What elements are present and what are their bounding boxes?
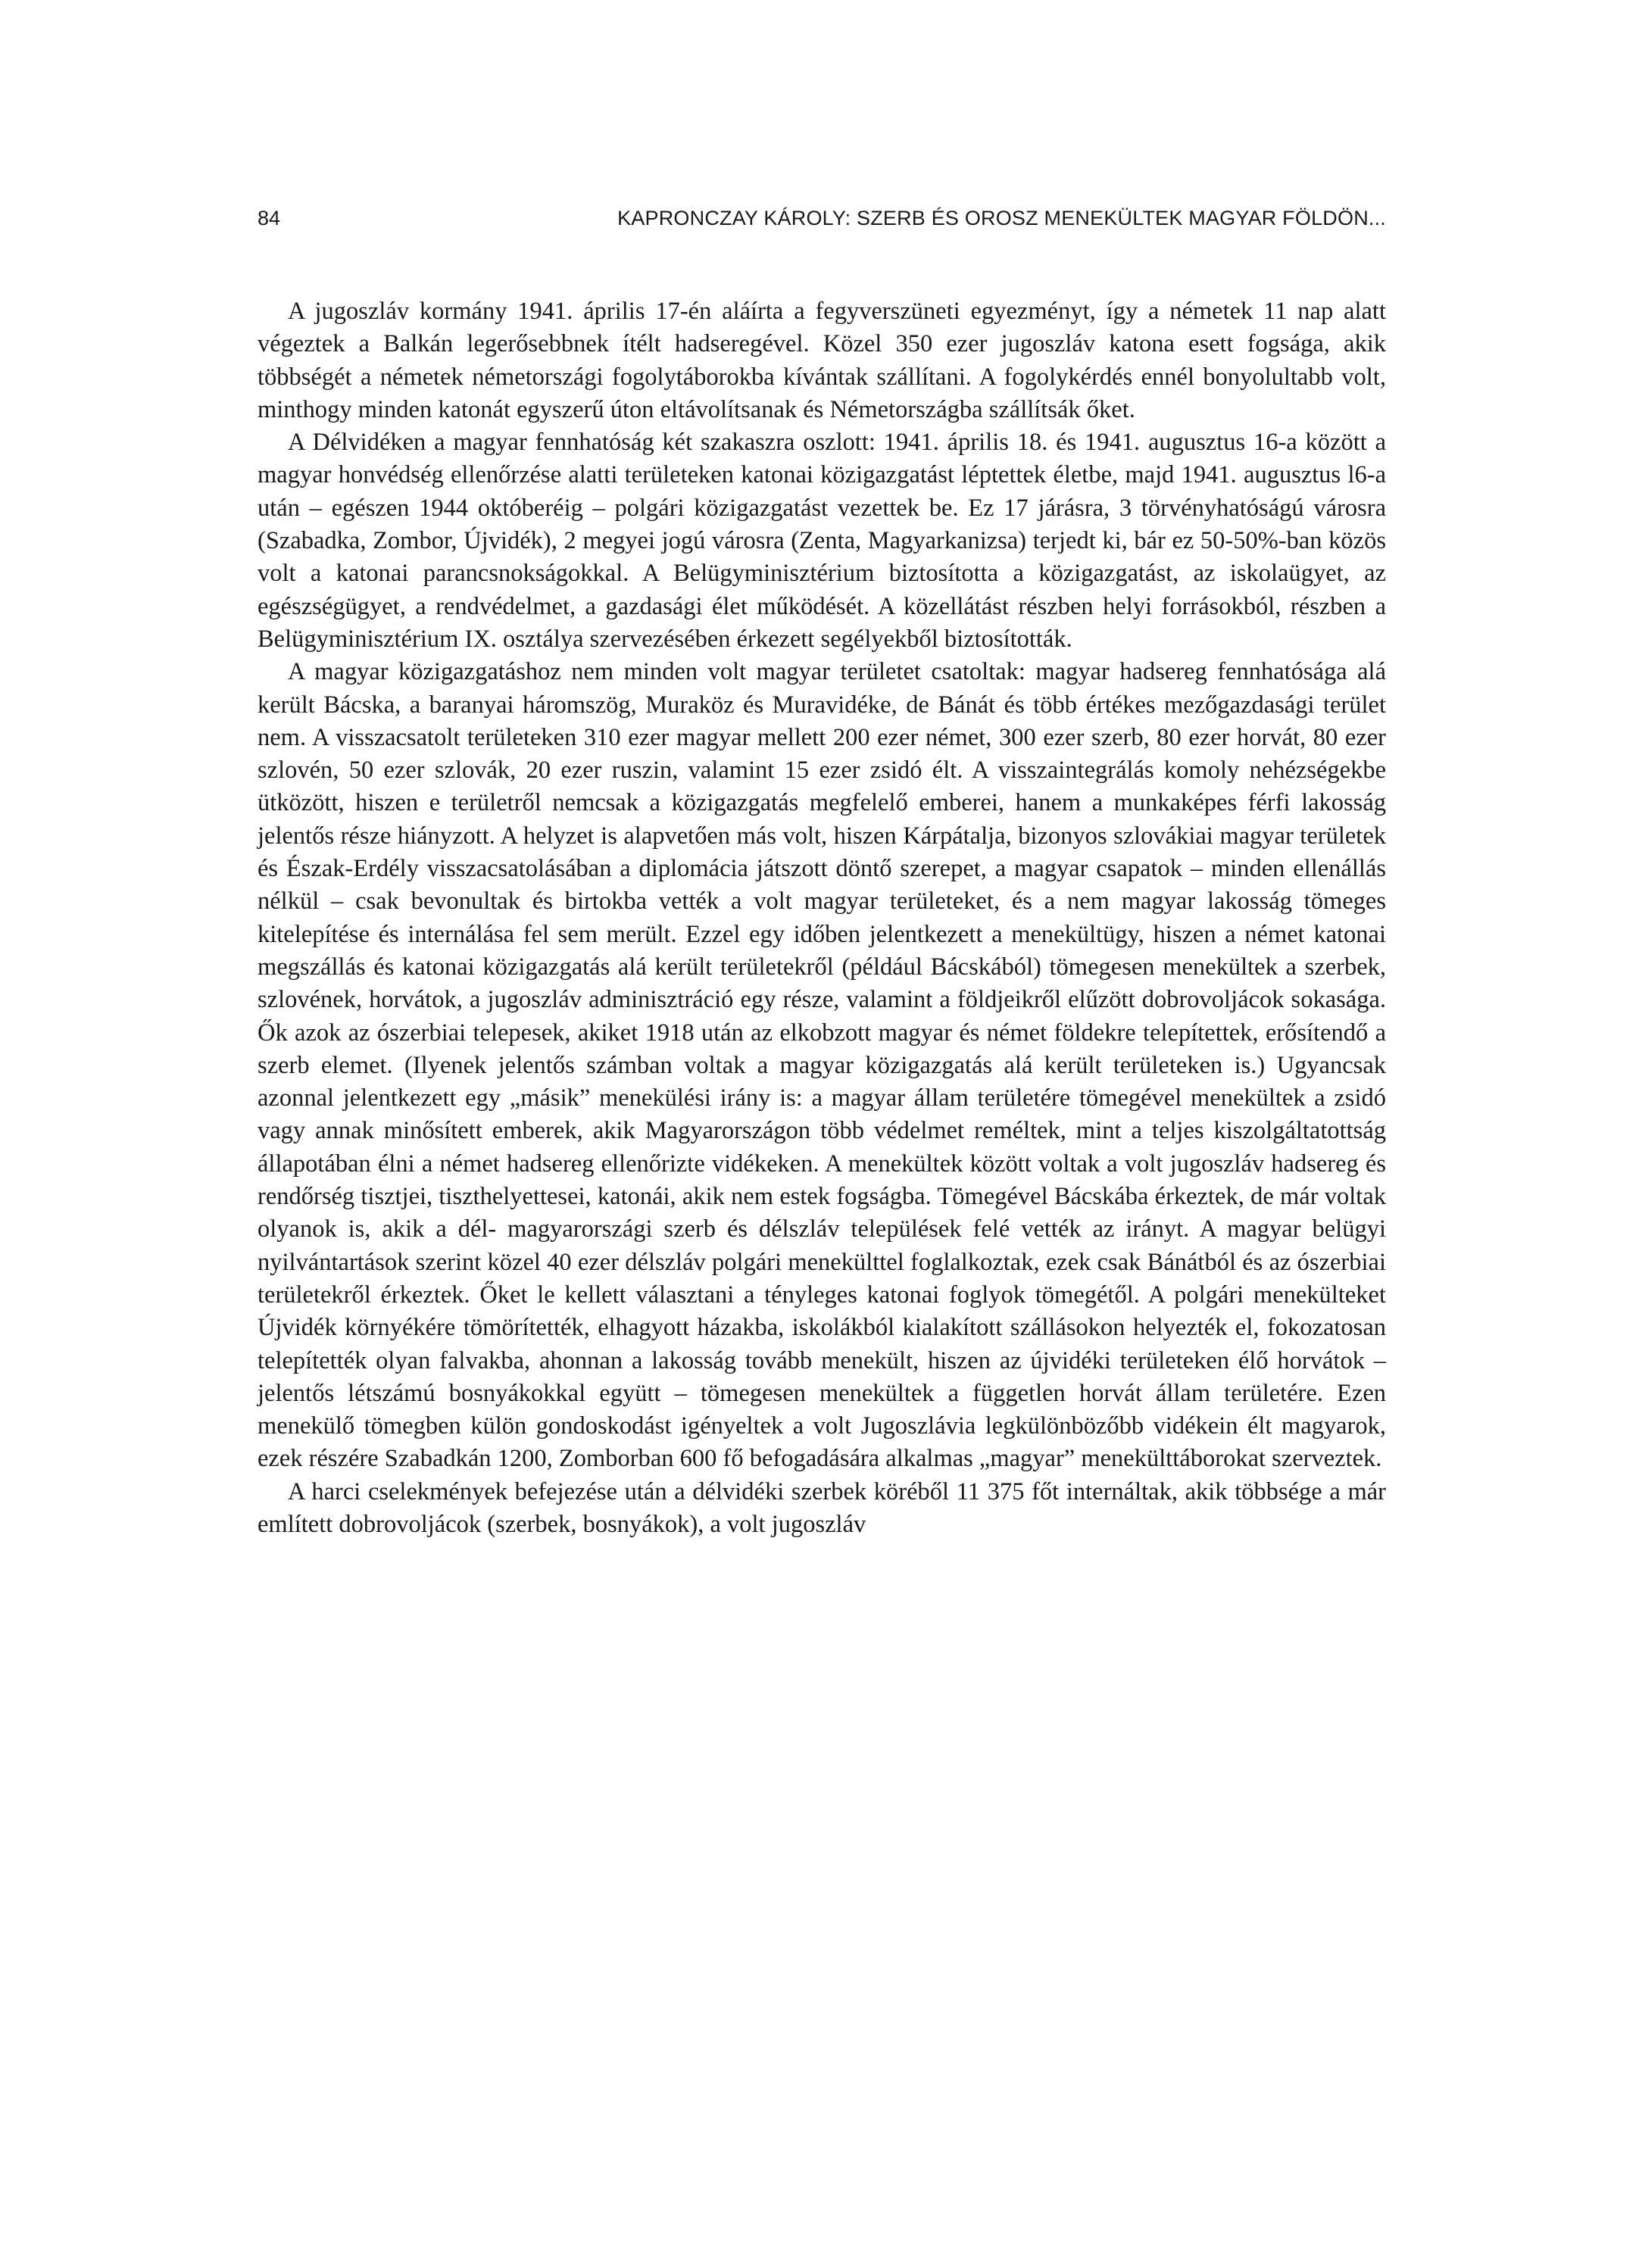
- paragraph: A jugoszláv kormány 1941. április 17-én aláírta a fegyverszüneti egyezményt, így a németek 11 nap alatt végeztek a Balkán legerősebbnek ítélt hadseregével. Közel 350 ezer jugoszláv katona esett fogsága, akik többségét a németek németországi fogolytáborokba kívántak szállítani. A fogolykérdés ennél bonyolultabb volt, minthogy minden katonát egyszerű úton eltávolítsanak és Németországba szállítsák őket.: [258, 298, 1386, 423]
- running-header-title: KAPRONCZAY KÁROLY: SZERB ÉS OROSZ MENEKÜLTEK MAGYAR FÖLDÖN...: [617, 207, 1386, 229]
- paragraph: A Délvidéken a magyar fennhatóság két szakaszra oszlott: 1941. április 18. és 1941. augusztus 16-a között a magyar honvédség ellenőrzése alatti területeken katonai közigazgatást léptettek életbe, majd 1941. augusztus l6-a után – egészen 1944 októberéig – polgári közigazgatást vezettek be. Ez 17 járásra, 3 törvényhatóságú városra (Szabadka, Zombor, Újvidék), 2 megyei jogú városra (Zenta, Magyarkanizsa) terjedt ki, bár ez 50-50%-ban közös volt a katonai parancsnokságokkal. A Belügyminisztérium biztosította a közigazgatást, az iskolaügyet, az egészségügyet, a rendvédelmet, a gazdasági élet működését. A közellátást részben helyi forrásokból, részben a Belügyminisztérium IX. osztálya szervezésében érkezett segélyekből biztosították.: [258, 429, 1386, 653]
- paragraph: A harci cselekmények befejezése után a délvidéki szerbek köréből 11 375 főt internáltak, akik többsége a már említett dobrovoljácok (szerbek, bosnyákok), a volt jugoszláv: [258, 1477, 1386, 1538]
- body-text: [258, 295, 1386, 1541]
- page-number: 84: [258, 207, 281, 229]
- paragraph: A magyar közigazgatáshoz nem minden volt magyar területet csatoltak: magyar hadsereg fennhatósága alá került Bácska, a baranyai háromszög, Muraköz és Muravidéke, de Bánát és több értékes mezőgazdasági terület nem. A visszacsatolt területeken 310 ezer magyar mellett 200 ezer német, 300 ezer szerb, 80 ezer horvát, 80 ezer szlovén, 50 ezer szlovák, 20 ezer ruszin, valamint 15 ezer zsidó élt. A visszaintegrálás komoly nehézségekbe ütközött, hiszen e területről nemcsak a közigazgatás megfelelő emberei, hanem a munkaképes férfi lakosság jelentős része hiányzott. A helyzet is alapvetően más volt, hiszen Kárpátalja, bizonyos szlovákiai magyar területek és Észak-Erdély visszacsatolásában a diplomácia játszott döntő szerepet, a magyar csapatok – minden ellenállás nélkül – csak bevonultak és birtokba vették a volt magyar területeket, és a nem magyar lakosság tömeges kitelepítése és internálása fel sem merült. Ezzel egy időben jelentkezett a menekültügy, hiszen a német katonai megszállás és katonai közigazgatás alá került területekről (például Bácskából) tömegesen menekültek a szerbek, szlovének, horvátok, a jugoszláv adminisztráció egy része, valamint a földjeikről elűzött dobrovoljácok sokasága. Ők azok az ószerbiai telepesek, akiket 1918 után az elkobzott magyar és német földekre telepítettek, erősítendő a szerb elemet. (Ilyenek jelentős számban voltak a magyar közigazgatás alá került területeken is.) Ugyancsak azonnal jelentkezett egy „másik” menekülési irány is: a magyar állam területére tömegével menekültek a zsidó vagy annak minősített emberek, akik Magyarországon több védelmet reméltek, mint a teljes kiszolgáltatottság állapotában élni a német hadsereg ellenőrizte vidékeken. A menekültek között voltak a volt jugoszláv hadsereg és rendőrség tisztjei, tiszthelyettesei, katonái, akik nem estek fogságba. Tömegével Bácskába érkeztek, de már voltak olyanok is, akik a dél- magyarországi szerb és délszláv települések felé vették az irányt. A magyar belügyi nyilvántartások szerint közel 40 ezer délszláv polgári menekülttel foglalkoztak, ezek csak Bánátból és az ószerbiai területekről érkeztek. Őket le kellett választani a tényleges katonai foglyok tömegétől. A polgári menekülteket Újvidék környékére tömörítették, elhagyott házakba, iskolákból kialakított szállásokon helyezték el, fokozatosan telepítették olyan falvakba, ahonnan a lakosság tovább menekült, hiszen az újvidéki területeken élő horvátok – jelentős létszámú bosnyákokkal együtt – tömegesen menekültek a független horvát állam területére. Ezen menekülő tömegben külön gondoskodást igényeltek a volt Jugoszlávia legkülönbözőbb vidékein élt magyarok, ezek részére Szabadkán 1200, Zomborban 600 fő befogadására alkalmas „magyar” menekülttáborokat szerveztek.: [258, 658, 1386, 1473]
- document-page: [258, 0, 1386, 2268]
- running-header: [258, 203, 1386, 233]
